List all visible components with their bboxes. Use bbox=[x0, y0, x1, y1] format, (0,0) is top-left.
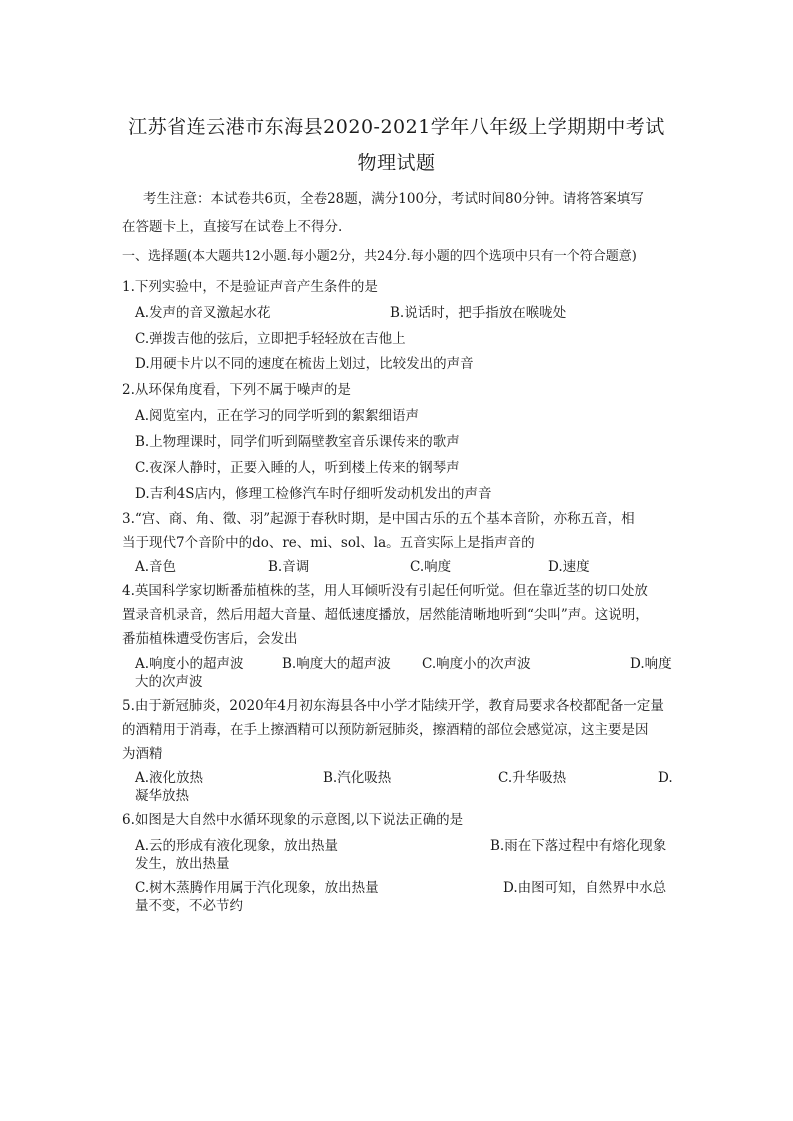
question-1-option-c: C.弹拨吉他的弦后，立即把手轻轻放在吉他上 bbox=[135, 331, 406, 347]
question-5-stem-line-3: 为酒精 bbox=[122, 746, 163, 762]
question-3-stem-line-2: 当于现代7个音阶中的do、re、mi、sol、la。五音实际上是指声音的 bbox=[122, 535, 535, 551]
question-4-option-c: C.响度小的次声波 bbox=[422, 656, 531, 672]
question-1-option-b: B.说话时，把手指放在喉咙处 bbox=[390, 305, 567, 321]
question-2-option-a: A.阅览室内，正在学习的同学听到的絮絮细语声 bbox=[135, 408, 420, 424]
question-1-stem: 1.下列实验中，不是验证声音产生条件的是 bbox=[122, 279, 378, 295]
question-4-stem-line-2: 置录音机录音，然后用超大音量、超低速度播放，居然能清晰地听到“尖叫”声。这说明， bbox=[122, 607, 649, 623]
question-1-option-a: A.发声的音叉激起水花 bbox=[135, 305, 271, 321]
question-5-stem-line-1: 5.由于新冠肺炎，2020年4月初东海县各中小学才陆续开学，教育局要求各校都配备一定量 bbox=[122, 698, 664, 714]
question-6-option-d-wrap: 量不变，不必节约 bbox=[135, 898, 243, 914]
question-6-option-b-wrap: 发生，放出热量 bbox=[135, 856, 230, 872]
question-5-stem-line-2: 的酒精用于消毒，在手上擦酒精可以预防新冠肺炎，擦酒精的部位会感觉凉，这主要是因 bbox=[122, 722, 649, 738]
question-4-stem-line-3: 番茄植株遭受伤害后，会发出 bbox=[122, 631, 298, 647]
question-3-option-b: B.音调 bbox=[268, 559, 310, 575]
question-6-option-c: C.树木蒸腾作用属于汽化现象，放出热量 bbox=[135, 880, 379, 896]
notice-line-1: 考生注意：本试卷共6页，全卷28题，满分100分，考试时间80分钟。请将答案填写 bbox=[143, 191, 644, 207]
question-2-stem: 2.从环保角度看，下列不属于噪声的是 bbox=[122, 382, 351, 398]
question-4-option-d-wrap: 大的次声波 bbox=[135, 674, 203, 690]
question-2-option-d: D.吉利4S店内，修理工检修汽车时仔细听发动机发出的声音 bbox=[135, 486, 492, 502]
question-6-stem: 6.如图是大自然中水循环现象的示意图,以下说法正确的是 bbox=[122, 812, 464, 828]
question-5-option-c: C.升华吸热 bbox=[498, 770, 567, 786]
question-5-option-a: A.液化放热 bbox=[135, 770, 204, 786]
question-2-option-c: C.夜深人静时，正要入睡的人，听到楼上传来的钢琴声 bbox=[135, 460, 460, 476]
exam-subject: 物理试题 bbox=[357, 152, 436, 174]
question-5-option-b: B.汽化吸热 bbox=[323, 770, 392, 786]
question-3-option-a: A.音色 bbox=[135, 559, 177, 575]
question-1-option-d: D.用硬卡片以不同的速度在梳齿上划过，比较发出的声音 bbox=[135, 356, 474, 372]
notice-line-2: 在答题卡上，直接写在试卷上不得分. bbox=[122, 219, 343, 235]
question-3-stem-line-1: 3.“宫、商、角、徵、羽”起源于春秋时期，是中国古乐的五个基本音阶，亦称五音，相 bbox=[122, 511, 635, 527]
question-3-option-c: C.响度 bbox=[410, 559, 452, 575]
question-4-stem-line-1: 4.英国科学家切断番茄植株的茎，用人耳倾听没有引起任何听觉。但在靠近茎的切口处放 bbox=[122, 583, 648, 599]
question-4-option-b: B.响度大的超声波 bbox=[282, 656, 391, 672]
question-6-option-b: B.雨在下落过程中有熔化现象 bbox=[490, 838, 667, 854]
section-heading: 一、选择题(本大题共12小题.每小题2分，共24分.每小题的四个选项中只有一个符合题意) bbox=[122, 249, 637, 264]
question-2-option-b: B.上物理课时，同学们听到隔壁教室音乐课传来的歌声 bbox=[135, 434, 460, 450]
exam-title: 江苏省连云港市东海县2020-2021学年八年级上学期期中考试 bbox=[128, 116, 665, 138]
question-6-option-a: A.云的形成有液化现象，放出热量 bbox=[135, 838, 339, 854]
question-5-option-d: D. bbox=[658, 770, 673, 786]
question-4-option-a: A.响度小的超声波 bbox=[135, 656, 244, 672]
question-6-option-d: D.由图可知，自然界中水总 bbox=[503, 880, 667, 896]
question-3-option-d: D.速度 bbox=[548, 559, 590, 575]
question-4-option-d: D.响度 bbox=[630, 656, 672, 672]
question-5-option-d-wrap: 凝华放热 bbox=[135, 788, 189, 804]
